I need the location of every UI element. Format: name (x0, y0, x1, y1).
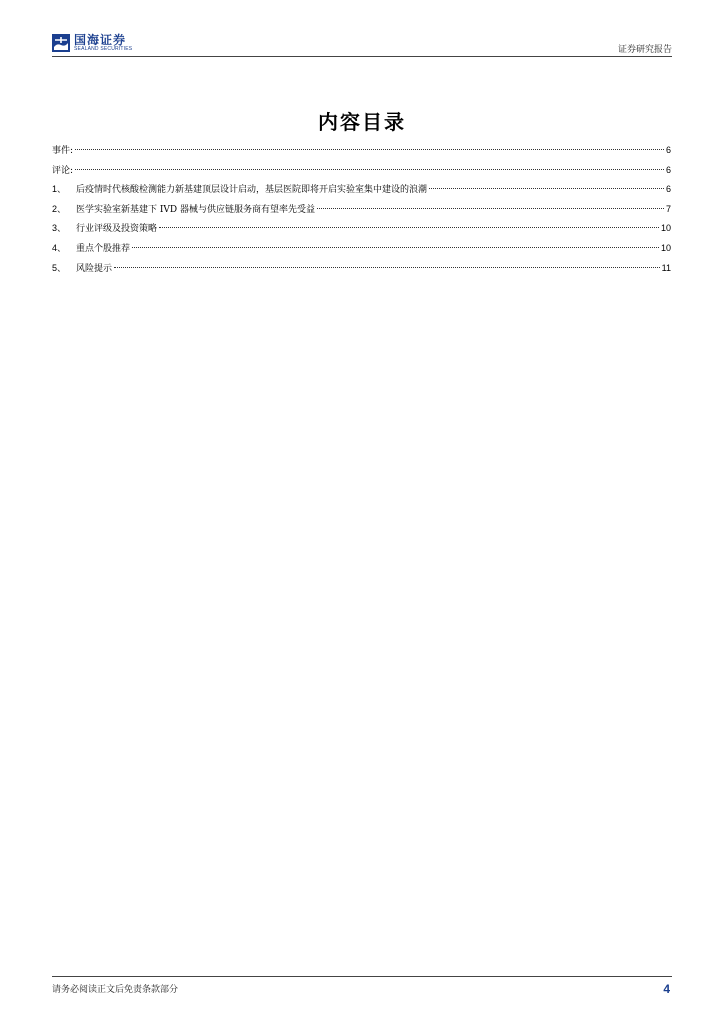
toc-leader-dots (75, 169, 664, 170)
toc-entry-label: 风险提示 (76, 263, 113, 274)
logo-english-text: SEALAND SECURITIES (74, 46, 133, 52)
toc-entry-2[interactable] (52, 200, 671, 220)
toc-leader-dots (317, 208, 664, 209)
page-header (52, 32, 672, 58)
toc-entry-number: 5、 (52, 262, 67, 273)
toc-entry-3[interactable] (52, 219, 671, 239)
toc-leader-dots (114, 267, 660, 268)
header-divider (52, 56, 672, 57)
company-logo (52, 32, 132, 54)
toc-entry-page: 6 (665, 164, 671, 175)
toc-entry-5[interactable] (52, 259, 671, 279)
toc-entry-number: 1、 (52, 184, 67, 195)
toc-entry-page: 6 (665, 145, 671, 155)
toc-entry-comment[interactable] (52, 161, 671, 181)
toc-leader-dots (429, 188, 664, 189)
toc-entry-page: 6 (665, 184, 671, 195)
toc-entry-page: 10 (660, 223, 671, 234)
toc-entry-page: 10 (660, 242, 671, 253)
toc-entry-label: 事件: (52, 146, 74, 156)
toc-entry-label: 后疫情时代核酸检测能力新基建顶层设计启动，基层医院即将开启实验室集中建设的浪潮 (76, 185, 428, 196)
disclaimer-note: 请务必阅读正文后免责条款部分 (52, 985, 179, 995)
toc-entry-4[interactable] (52, 239, 671, 259)
toc-title: 内容目录 (318, 110, 406, 134)
toc-entry-page: 11 (661, 262, 671, 273)
toc-entry-label: 行业评级及投资策略 (76, 224, 158, 235)
sealand-logo-icon (52, 34, 70, 52)
toc-entry-number: 2、 (52, 203, 67, 214)
toc-entry-1[interactable] (52, 180, 671, 200)
toc-entry-number: 3、 (52, 223, 67, 234)
toc-entry-number: 4、 (52, 242, 67, 253)
toc-leader-dots (132, 247, 659, 248)
toc-entry-label: 医学实验室新基建下 IVD 器械与供应链服务商有望率先受益 (76, 204, 315, 215)
toc-entry-page: 7 (665, 203, 671, 214)
footer-divider (52, 976, 672, 977)
toc-entry-label: 重点个股推荐 (76, 243, 131, 254)
page-number: 4 (663, 982, 670, 996)
toc-leader-dots (159, 227, 659, 228)
table-of-contents (52, 141, 671, 278)
toc-entry-label: 评论: (52, 165, 74, 176)
toc-leader-dots (75, 149, 664, 150)
report-type-label: 证券研究报告 (617, 45, 672, 55)
logo-chinese-text: 国海证券 (74, 33, 127, 47)
toc-entry-event[interactable] (52, 141, 671, 161)
